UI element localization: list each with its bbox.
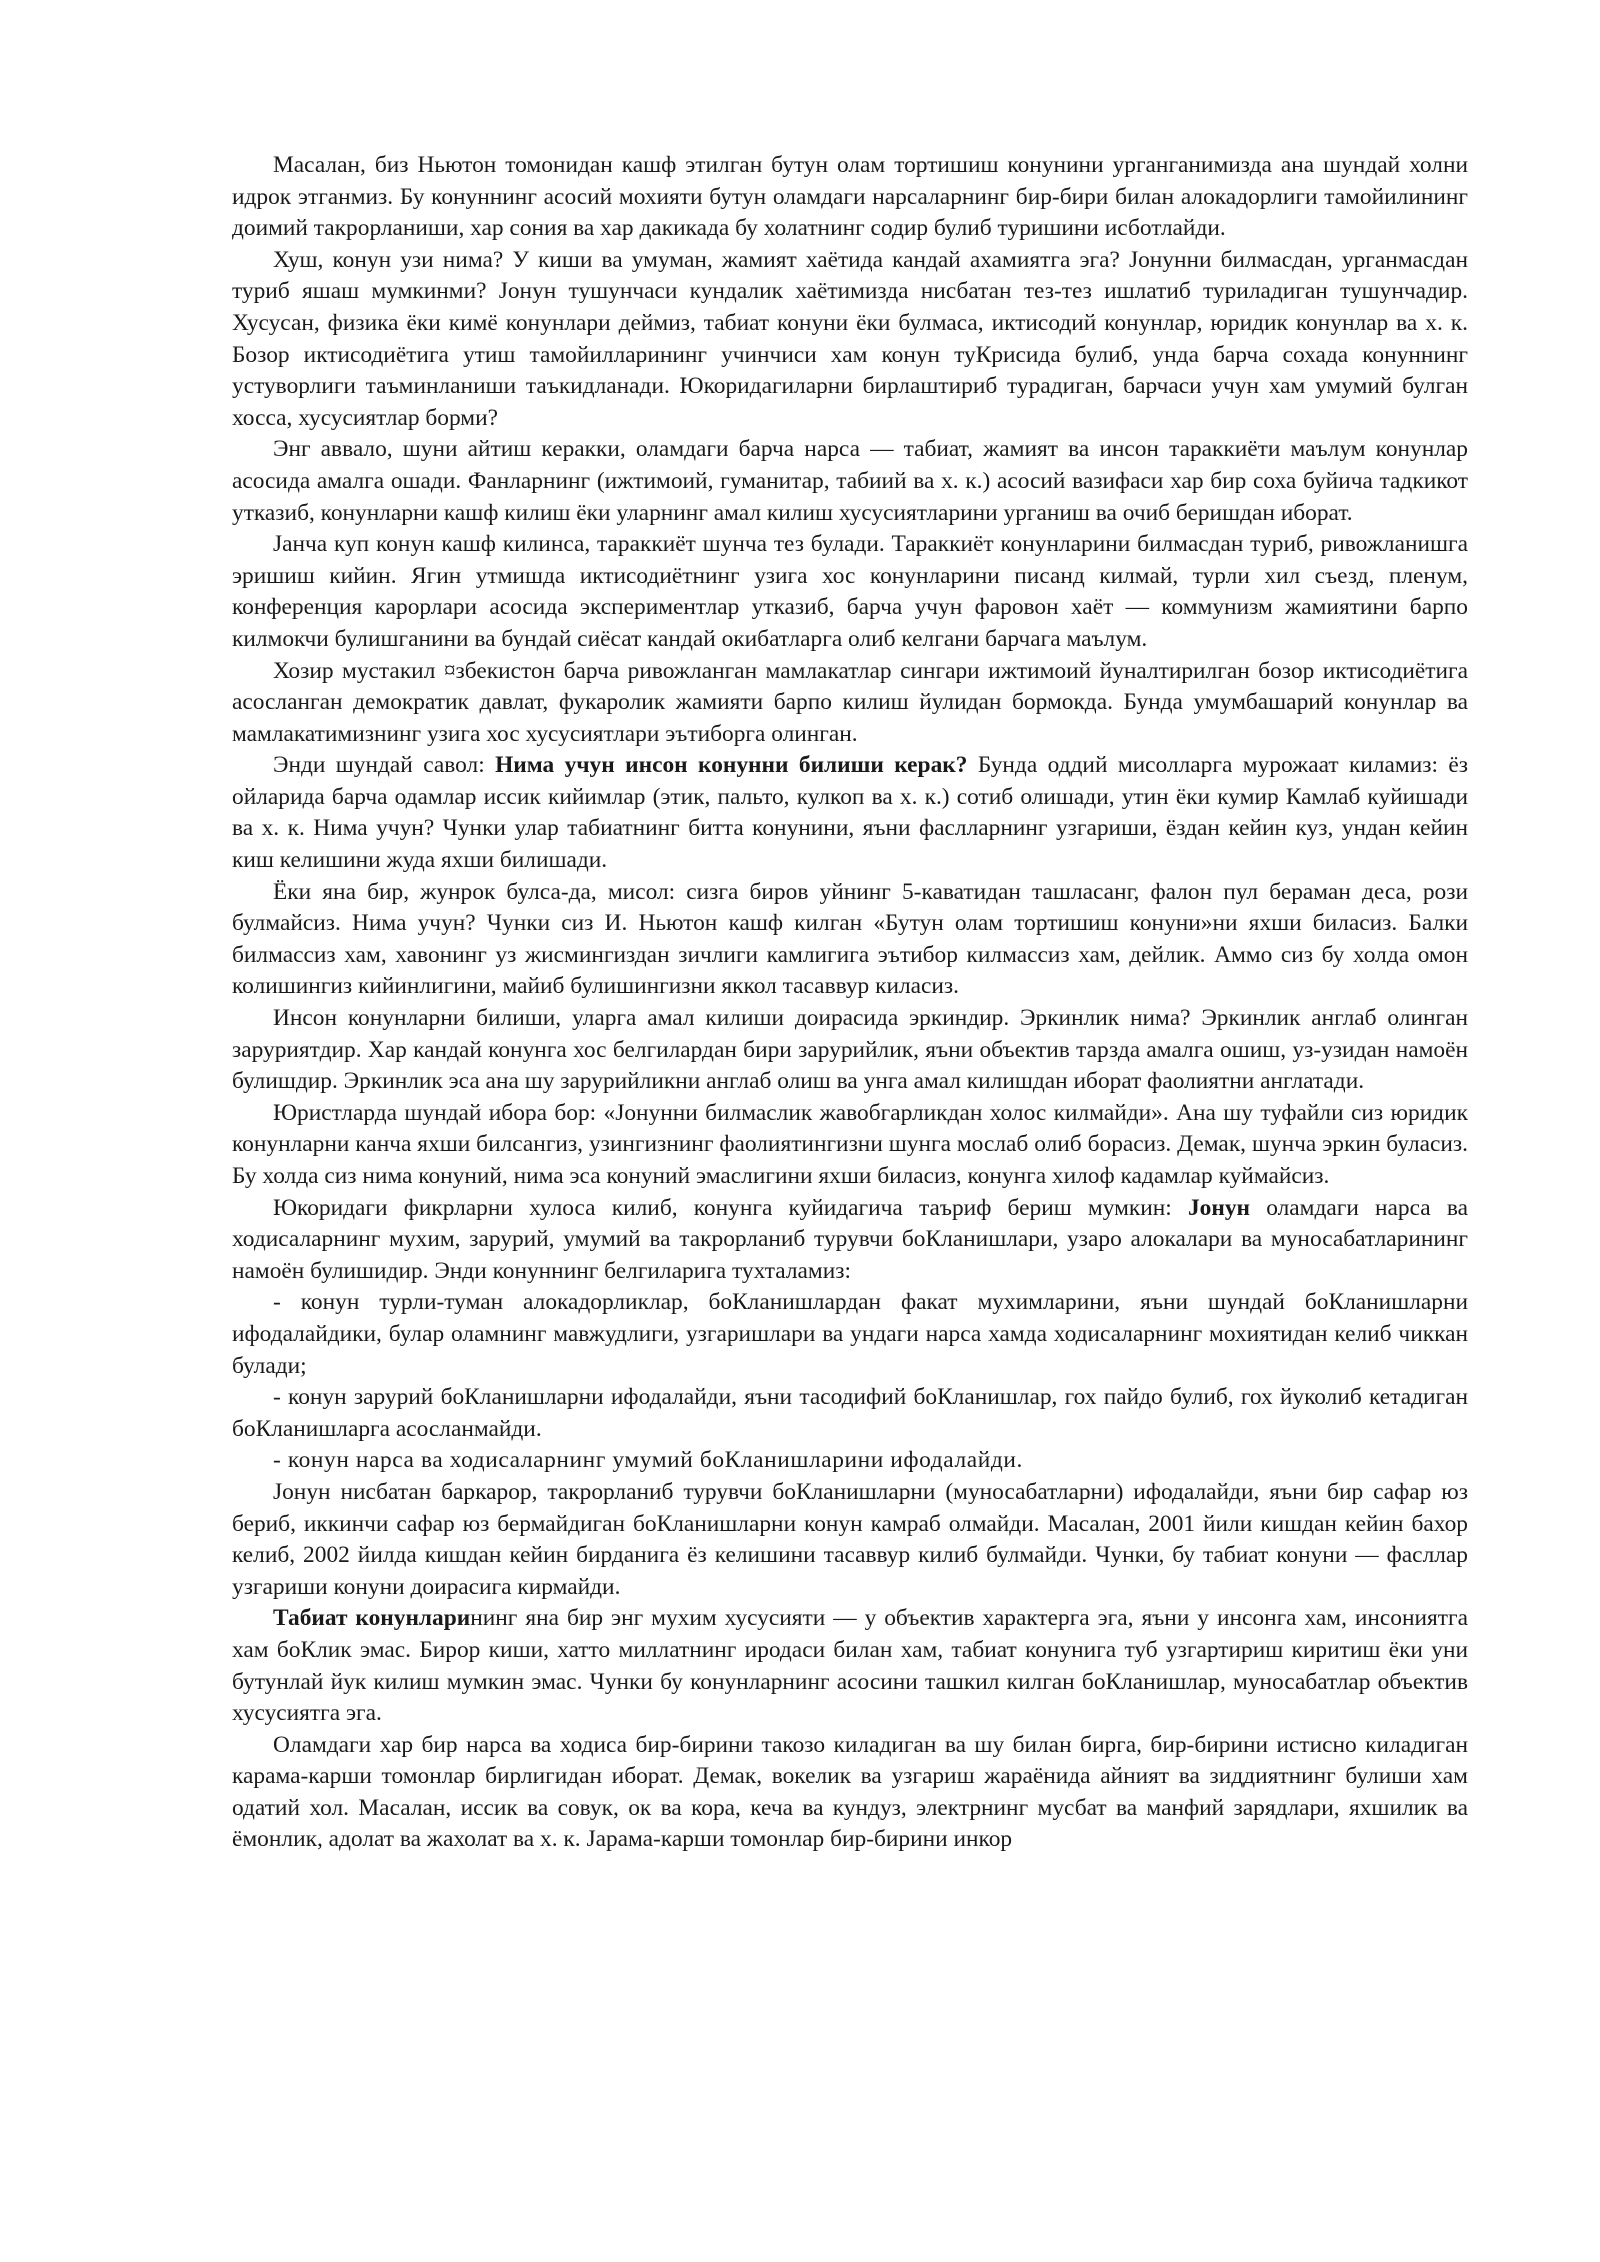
document-page — [232, 150, 1468, 1856]
list-item: - конун зарурий боКланишларни ифодалайди, яъни тасодифий боКланишлар, гох пайдо булиб, гох йуколиб кетадиган боКланишларга асосланмайди. — [232, 1384, 1468, 1442]
paragraph — [232, 1193, 1468, 1288]
paragraph-text: оламдаги нарса ва ходисаларнинг мухим, зарурий, умумий ва такрорланиб турувчи боКланишлари, узаро алокалари ва муносабатларининг намоён булишидир. Энди конуннинг белгиларига тухталамиз: — [232, 1194, 1468, 1284]
paragraph — [232, 750, 1468, 876]
paragraph: Хуш, конун узи нима? У киши ва умуман, жамият хаётида кандай ахамиятга эга? Јонунни билмасдан, урганмасдан туриб яшаш мумкинми? Јонун тушунчаси кундалик хаётимизда нисбатан тез-тез ишлатиб туриладиган тушунчадир. Хусусан, физика ёки кимё конунлари деймиз, табиат конуни ёки булмаса, иктисодий конунлар, юридик конунлар ва х. к. Бозор иктисодиётига утиш тамойилларининг учинчиси хам конун туКрисида булиб, унда барча сохада конуннинг устуворлиги таъминланиши таъкидланади. Юкоридагиларни бирлаштириб турадиган, барчаси учун хам умумий булган хосса, хусусиятлар борми? — [232, 246, 1468, 431]
paragraph: Юристларда шундай ибора бор: «Јонунни билмаслик жавобгарликдан холос килмайди». Ана шу туфайли сиз юридик конунларни канча яхши билсангиз, узингизнинг фаолиятингизни шунга мослаб олиб борасиз. Демак, шунча эркин буласиз. Бу холда сиз нима конуний, нима эса конуний эмаслигини яхши биласиз, конунга хилоф кадамлар куймайсиз. — [232, 1099, 1468, 1189]
paragraph: Энг аввало, шуни айтиш керакки, оламдаги барча нарса — табиат, жамият ва инсон тараккиёти маълум конунлар асосида амалга ошади. Фанларнинг (ижтимоий, гуманитар, табиий ва х. к.) асосий вазифаси хар бир соха буйича тадкикот утказиб, конунларни кашф килиш ёки уларнинг амал килиш хусусиятларини урганиш ва очиб беришдан иборат. — [232, 436, 1468, 526]
list-item: - конун турли-туман алокадорликлар, боКланишлардан факат мухимларини, яъни шундай боКланишларни ифодалайдики, булар оламнинг мавжудлиги, узгаришлари ва ундаги нарса хамда ходисаларнинг мохиятидан келиб чиккан булади; — [232, 1289, 1468, 1379]
bold-term: Јонун — [1187, 1194, 1251, 1221]
list-item: - конун нарса ва ходисаларнинг умумий боКланишларини ифодалайди. — [273, 1447, 1023, 1474]
paragraph: Ёки яна бир, жунрок булса-да, мисол: сизга биров уйнинг 5-каватидан ташласанг, фалон пул бераман деса, рози булмайсиз. Нима учун? Чунки сиз И. Ньютон кашф килган «Бутун олам тортишиш конуни»ни яхши биласиз. Балки билмассиз хам, хавонинг уз жисмингиздан зичлиги камлигига эътибор килмассиз хам, дейлик. Аммо сиз бу холда омон колишингиз кийинлигини, майиб булишингизни яккол тасаввур киласиз. — [232, 878, 1468, 1000]
paragraph: Инсон конунларни билиши, уларга амал килиши доирасида эркиндир. Эркинлик нима? Эркинлик англаб олинган заруриятдир. Хар кандай конунга хос белгилардан бири зарурийлик, яъни объектив тарзда амалга ошиш, уз-узидан намоён булишдир. Эркинлик эса ана шу зарурийликни англаб олиш ва унга амал килишдан иборат фаолиятни англатади. — [232, 1005, 1468, 1095]
paragraph — [232, 1603, 1468, 1729]
paragraph: Масалан, биз Ньютон томонидан кашф этилган бутун олам тортишиш конунини урганганимизда ана шундай холни идрок этганмиз. Бу конуннинг асосий мохияти бутун оламдаги нарсаларнинг бир-бири билан алокадорлиги тамойилининг доимий такрорланиши, хар сония ва хар дакикада бу холатнинг содир булиб туришини исботлайди. — [232, 152, 1468, 242]
paragraph-text: Энди шундай савол: — [273, 752, 496, 779]
paragraph-text: нинг яна бир энг мухим хусусияти — у объектив характерга эга, яъни у инсонга хам, инсониятга хам боКлик эмас. Бирор киши, хатто миллатнинг иродаси билан хам, табиат конунига туб узгартириш киритиш ёки уни бутунлай йук килиш мумкин эмас. Чунки бу конунларнинг асосини ташкил килган боКланишлар, муносабатлар объектив хусусиятга эга. — [232, 1605, 1468, 1727]
bold-question: Нима учун инсон конунни билиши керак? — [495, 752, 968, 779]
paragraph-text: Юкоридаги фикрларни хулоса килиб, конунга куйидагича таъриф бериш мумкин: — [273, 1194, 1188, 1221]
paragraph: Оламдаги хар бир нарса ва ходиса бир-бирини такозо киладиган ва шу билан бирга, бир-бирини истисно киладиган карама-карши томонлар бирлигидан иборат. Демак, вокелик ва узгариш жараёнида айният ва зиддиятнинг булиши хам одатий хол. Масалан, иссик ва совук, ок ва кора, кеча ва кундуз, электрнинг мусбат ва манфий зарядлари, яхшилик ва ёмонлик, адолат ва жахолат ва х. к. Јарама-карши томонлар бир-бирини инкор — [232, 1731, 1468, 1853]
paragraph: Јонун нисбатан баркарор, такрорланиб турувчи боКланишларни (муносабатларни) ифодалайди, яъни бир сафар юз бериб, иккинчи сафар юз бермайдиган боКланишларни конун камраб олмайди. Масалан, 2001 йили кишдан кейин бахор келиб, 2002 йилда кишдан кейин бирданига ёз келишини тасаввур килиб булмайди. Чунки, бу табиат конуни — фасллар узгариши конуни доирасига кирмайди. — [232, 1478, 1468, 1600]
bold-term: Табиат конунлари — [273, 1605, 471, 1632]
paragraph: Јанча куп конун кашф килинса, тараккиёт шунча тез булади. Тараккиёт конунларини билмасдан туриб, ривожланишга эришиш кийин. Ягин утмишда иктисодиётнинг узига хос конунларини писанд килмай, турли хил съезд, пленум, конференция карорлари асосида экспериментлар утказиб, барча учун фаровон хаёт — коммунизм жамиятини барпо килмокчи булишганини ва бундай сиёсат кандай окибатларга олиб келгани барчага маълум. — [232, 531, 1468, 652]
paragraph: Хозир мустакил ¤збекистон барча ривожланган мамлакатлар сингари ижтимоий йуналтирилган бозор иктисодиётига асосланган демократик давлат, фукаролик жамияти барпо килиш йулидан бормокда. Бунда умумбашарий конунлар ва мамлакатимизнинг узига хос хусусиятлари эътиборга олинган. — [232, 657, 1468, 747]
paragraph-text: Бунда оддий мисолларга мурожаат киламиз: ёз ойларида барча одамлар иссик кийимлар (этик, пальто, кулкоп ва х. к.) сотиб олишади, утин ёки кумир Камлаб куйишади ва х. к. Нима учун? Чунки улар табиатнинг битта конунини, яъни фаслларнинг узгариши, ёздан кейин куз, ундан кейин киш келишини жуда яхши билишади. — [232, 752, 1469, 874]
